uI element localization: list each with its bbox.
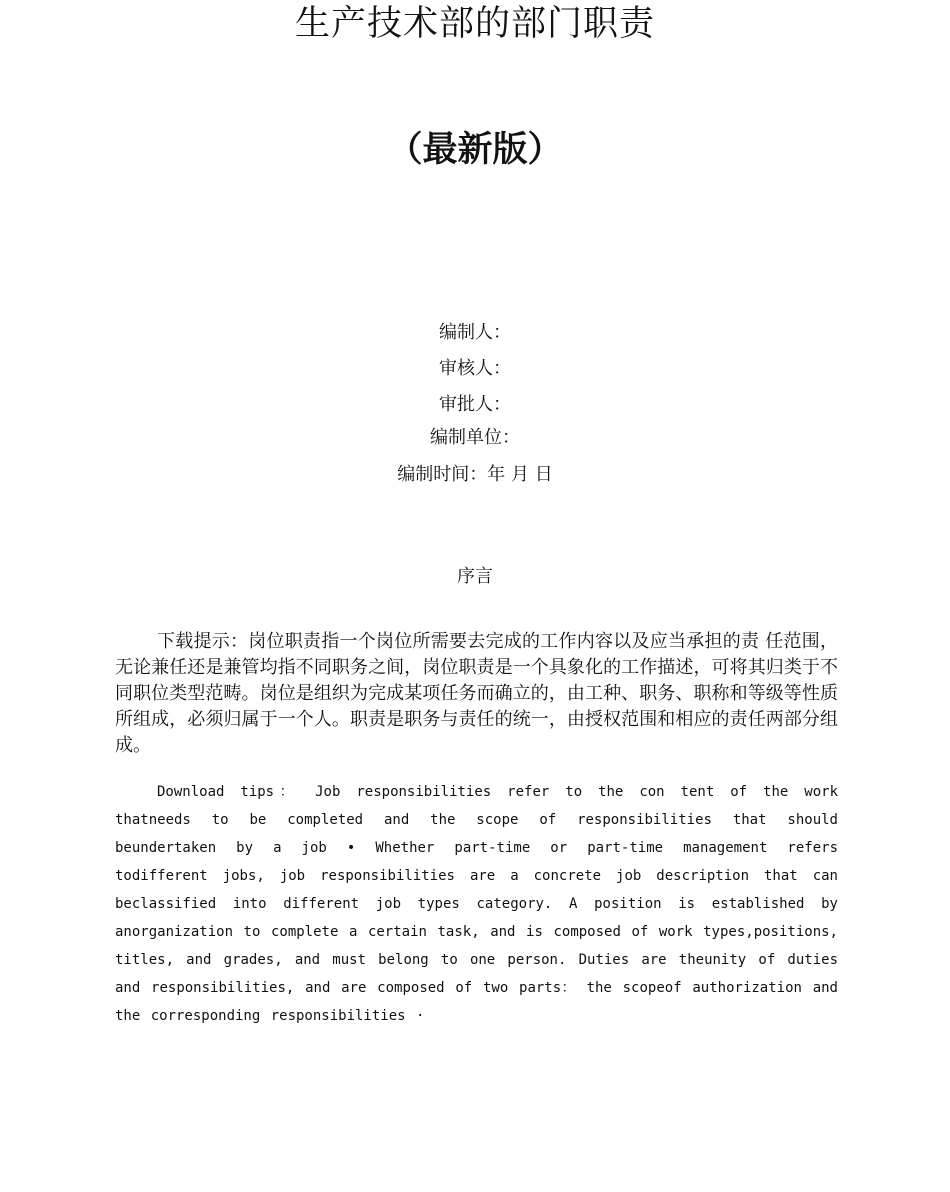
unit-field: 编制单位：: [430, 427, 520, 448]
approver-field: 审批人：: [439, 394, 511, 415]
preface-paragraph-chinese: 下载提示：岗位职责指一个岗位所需要去完成的工作内容以及应当承担的责 任范围，无论兼任还是兼管均指不同职务之间，岗位职责是一个具象化的工作描述，可将其归类于不同职位类型范畴。岗位是组织为完成某项任务而确立的，由工种、职务、职称和等级等性质所组成，必须归属于一个人。职责是职务与责任的统一，由授权范围和相应的责任两部分组成。: [115, 631, 838, 756]
reviewer-field: 审核人：: [439, 358, 511, 379]
date-field: 编制时间：年 月 日: [397, 464, 553, 485]
preface-heading: 序言: [457, 566, 493, 587]
preface-paragraph-english: Download tips： Job responsibilities refer to the con tent of the work thatneeds to be completed and the scope of responsibilities that should beundertaken by a job • Whether part-time or part-time management refers todifferent jobs, job responsibilities are a concrete job description that can beclassified into different job types category. A position is established by anorganization to complete a certain task, and is composed of work types,positions, titles, and grades, and must belong to one person. Duties are theunity of duties and responsibilities, and are composed of two parts： the scopeof authorization and the corresponding responsibilities ·: [115, 784, 838, 1024]
document-title: 生产技术部的部门职责: [294, 4, 655, 44]
compiler-field: 编制人：: [439, 322, 511, 343]
document-subtitle: （最新版）: [387, 130, 563, 170]
